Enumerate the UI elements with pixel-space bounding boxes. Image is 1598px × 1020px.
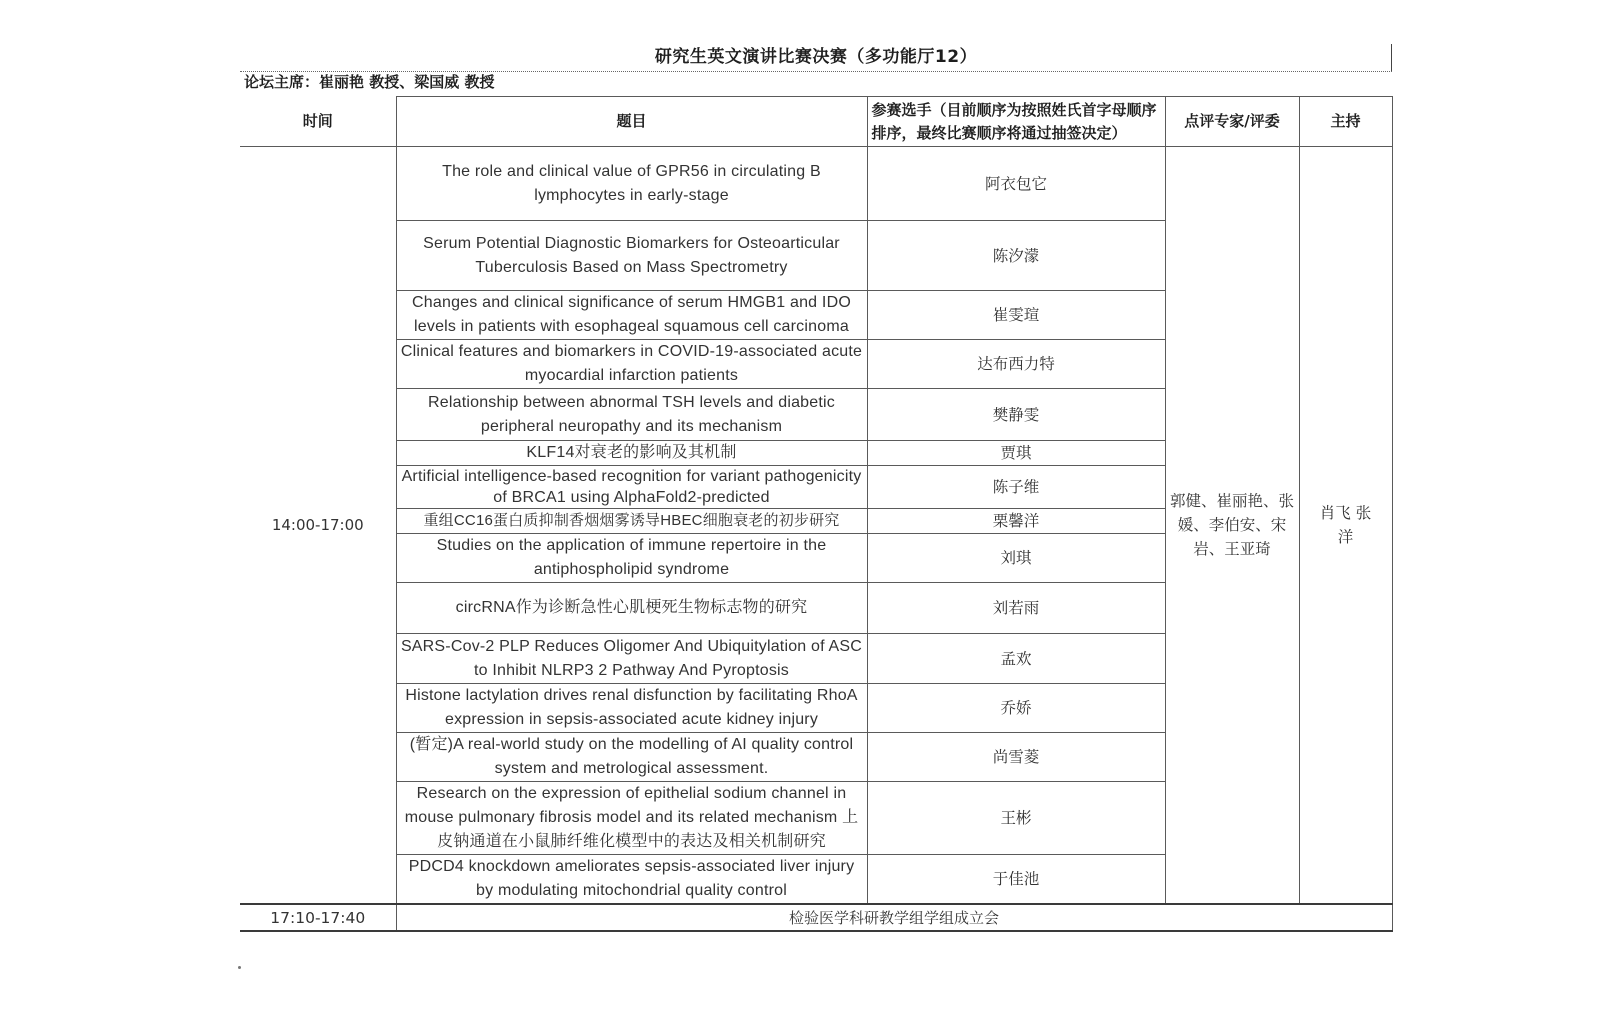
header-row [240, 97, 1392, 147]
topic-cell: Clinical features and biomarkers in COVID-19-associated acute myocardial infarction patients [396, 340, 867, 389]
contestant-cell: 刘琪 [867, 534, 1165, 583]
contestant-cell: 于佳池 [867, 855, 1165, 905]
closing-event: 检验医学科研教学组学组成立会 [396, 904, 1392, 931]
closing-time: 17:10-17:40 [240, 904, 396, 931]
contestant-cell: 阿衣包它 [867, 147, 1165, 221]
header-judges: 点评专家/评委 [1165, 97, 1299, 147]
title-border-right [1391, 44, 1392, 71]
host-cell: 肖飞 张洋 [1299, 147, 1392, 905]
contestant-cell: 陈子维 [867, 466, 1165, 509]
contestant-cell: 崔雯瑄 [867, 291, 1165, 340]
contestant-cell: 尚雪菱 [867, 733, 1165, 782]
contestant-cell: 达布西力特 [867, 340, 1165, 389]
header-contestant: 参赛选手（目前顺序为按照姓氏首字母顺序排序，最终比赛顺序将通过抽签决定） [867, 97, 1165, 147]
table-row [240, 147, 1392, 221]
topic-cell: PDCD4 knockdown ameliorates sepsis-associated liver injury by modulating mitochondrial quality control [396, 855, 867, 905]
topic-cell: KLF14对衰老的影响及其机制 [396, 441, 867, 466]
topic-cell: 重组CC16蛋白质抑制香烟烟雾诱导HBEC细胞衰老的初步研究 [396, 509, 867, 534]
contestant-cell: 刘若雨 [867, 583, 1165, 634]
judges-cell: 郭健、崔丽艳、张媛、李伯安、宋岩、王亚琦 [1165, 147, 1299, 905]
topic-cell: circRNA作为诊断急性心肌梗死生物标志物的研究 [396, 583, 867, 634]
closing-row [240, 904, 1392, 931]
topic-cell: Artificial intelligence-based recognition for variant pathogenicity of BRCA1 using AlphaFold2-predicted [396, 466, 867, 509]
scan-speck [238, 966, 241, 969]
contestant-cell: 王彬 [867, 782, 1165, 855]
document-title: 研究生英文演讲比赛决赛（多功能厅12） [654, 47, 978, 67]
topic-cell: Studies on the application of immune repertoire in the antiphospholipid syndrome [396, 534, 867, 583]
contestant-cell: 栗馨洋 [867, 509, 1165, 534]
header-time: 时间 [240, 97, 396, 147]
header-topic: 题目 [396, 97, 867, 147]
contestant-cell: 陈汐濛 [867, 221, 1165, 291]
contestant-cell: 孟欢 [867, 634, 1165, 684]
contestant-cell: 贾琪 [867, 441, 1165, 466]
topic-cell: Histone lactylation drives renal disfunction by facilitating RhoA expression in sepsis-associated acute kidney injury [396, 684, 867, 733]
schedule-table [240, 96, 1393, 932]
contestant-cell: 乔娇 [867, 684, 1165, 733]
topic-cell: SARS-Cov-2 PLP Reduces Oligomer And Ubiquitylation of ASC to Inhibit NLRP3 2 Pathway And Pyroptosis [396, 634, 867, 684]
header-host: 主持 [1299, 97, 1392, 147]
topic-cell: Changes and clinical significance of serum HMGB1 and IDO levels in patients with esophageal squamous cell carcinoma [396, 291, 867, 340]
forum-chair: 论坛主席：崔丽艳 教授、梁国威 教授 [244, 73, 495, 91]
session-time: 14:00-17:00 [240, 147, 396, 905]
topic-cell: Relationship between abnormal TSH levels and diabetic peripheral neuropathy and its mechanism [396, 389, 867, 441]
topic-cell: The role and clinical value of GPR56 in circulating B lymphocytes in early-stage [396, 147, 867, 221]
topic-cell: Serum Potential Diagnostic Biomarkers for Osteoarticular Tuberculosis Based on Mass Spectrometry [396, 221, 867, 291]
contestant-cell: 樊静雯 [867, 389, 1165, 441]
topic-cell: Research on the expression of epithelial sodium channel in mouse pulmonary fibrosis model and its related mechanism 上皮钠通道在小鼠肺纤维化模型中的表达及相关机制研究 [396, 782, 867, 855]
topic-cell: (暂定)A real-world study on the modelling of AI quality control system and metrological assessment. [396, 733, 867, 782]
